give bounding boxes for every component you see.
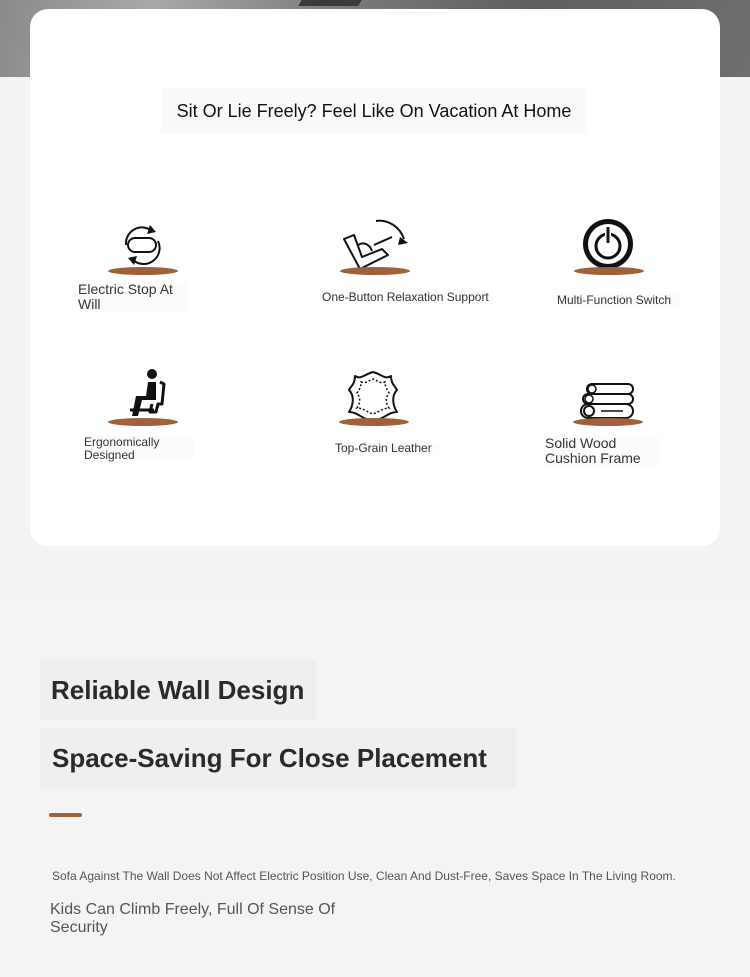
feature-label: Top-Grain Leather [335,442,440,455]
power-icon [572,215,646,275]
leather-hide-icon [337,366,411,426]
feature-section-title: Sit Or Lie Freely? Feel Like On Vacation At Home [161,88,587,134]
feature-relaxation-support [318,215,493,310]
feature-label: Electric Stop At Will [78,282,188,313]
feature-electric-stop [78,215,213,317]
wall-description: Sofa Against The Wall Does Not Affect Electric Position Use, Clean And Dust-Free, Saves Space In The Living Room. [52,869,676,883]
wood-logs-icon [571,366,645,426]
feature-top-grain-leather [330,366,440,461]
feature-label: One-Button Relaxation Support [322,291,493,304]
feature-label: Ergonomically Designed [84,436,194,462]
wall-heading-line2: Space-Saving For Close Placement [40,728,516,788]
hero-image-detail [298,0,361,6]
feature-multi-function-switch [550,215,680,310]
recline-chair-icon [338,215,412,275]
feature-ergonomic [84,366,216,466]
wall-heading-line1: Reliable Wall Design [40,660,316,720]
feature-label: Multi-Function Switch [557,294,680,307]
wall-subheading: Kids Can Climb Freely, Full Of Sense Of Security [50,901,336,936]
seated-person-icon [106,366,180,426]
feature-label: Solid Wood Cushion Frame [545,436,660,467]
feature-solid-wood-frame [545,366,680,470]
accent-divider [49,813,82,817]
auto-stop-icon [106,215,180,275]
